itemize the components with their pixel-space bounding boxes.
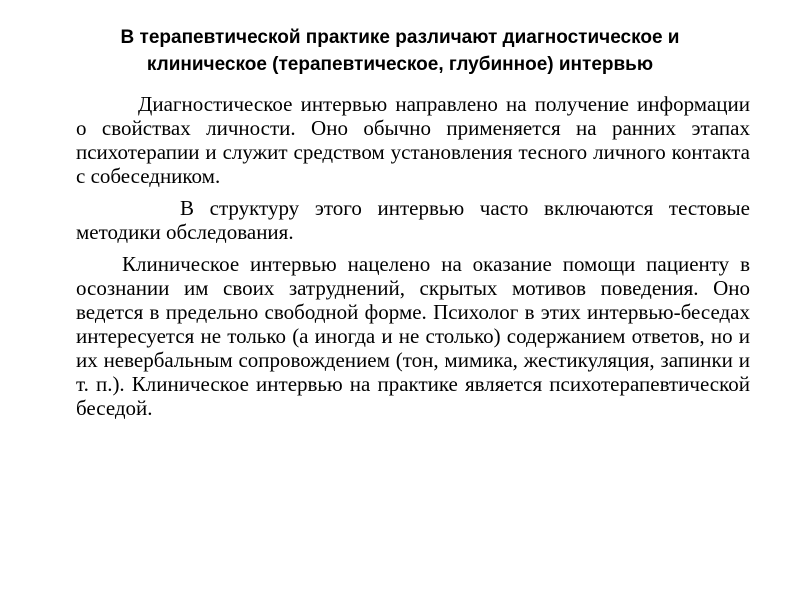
slide-body <box>76 92 750 428</box>
slide-title-line-1: В терапевтической практике различают диагностическое и <box>120 27 680 48</box>
paragraph-clinical-interview: Клиническое интервью нацелено на оказание помощи пациенту в осознании им своих затруднений, скрытых мотивов поведения. Оно ведется в предельно свободной форме. Психолог в этих интервью-беседах интересуется не только (а иногда и не столько) содержанием ответов, но и их невербальным сопровождением (тон, мимика, жестикуляция, запинки и т. п.). Клиническое интервью на практике является психотерапевтической беседой. <box>76 252 750 420</box>
slide-title-line-2: клиническое (терапевтическое, глубинное) интервью <box>146 54 654 75</box>
slide-title <box>40 24 760 78</box>
paragraph-diagnostic-interview: Диагностическое интервью направлено на получение информации о свойствах личности. Оно обычно применяется на ранних этапах психотерапии и служит средством установления тесного личного контакта с собеседником. <box>76 92 750 188</box>
paragraph-test-methods: В структуру этого интервью часто включаются тестовые методики обследования. <box>76 196 750 244</box>
